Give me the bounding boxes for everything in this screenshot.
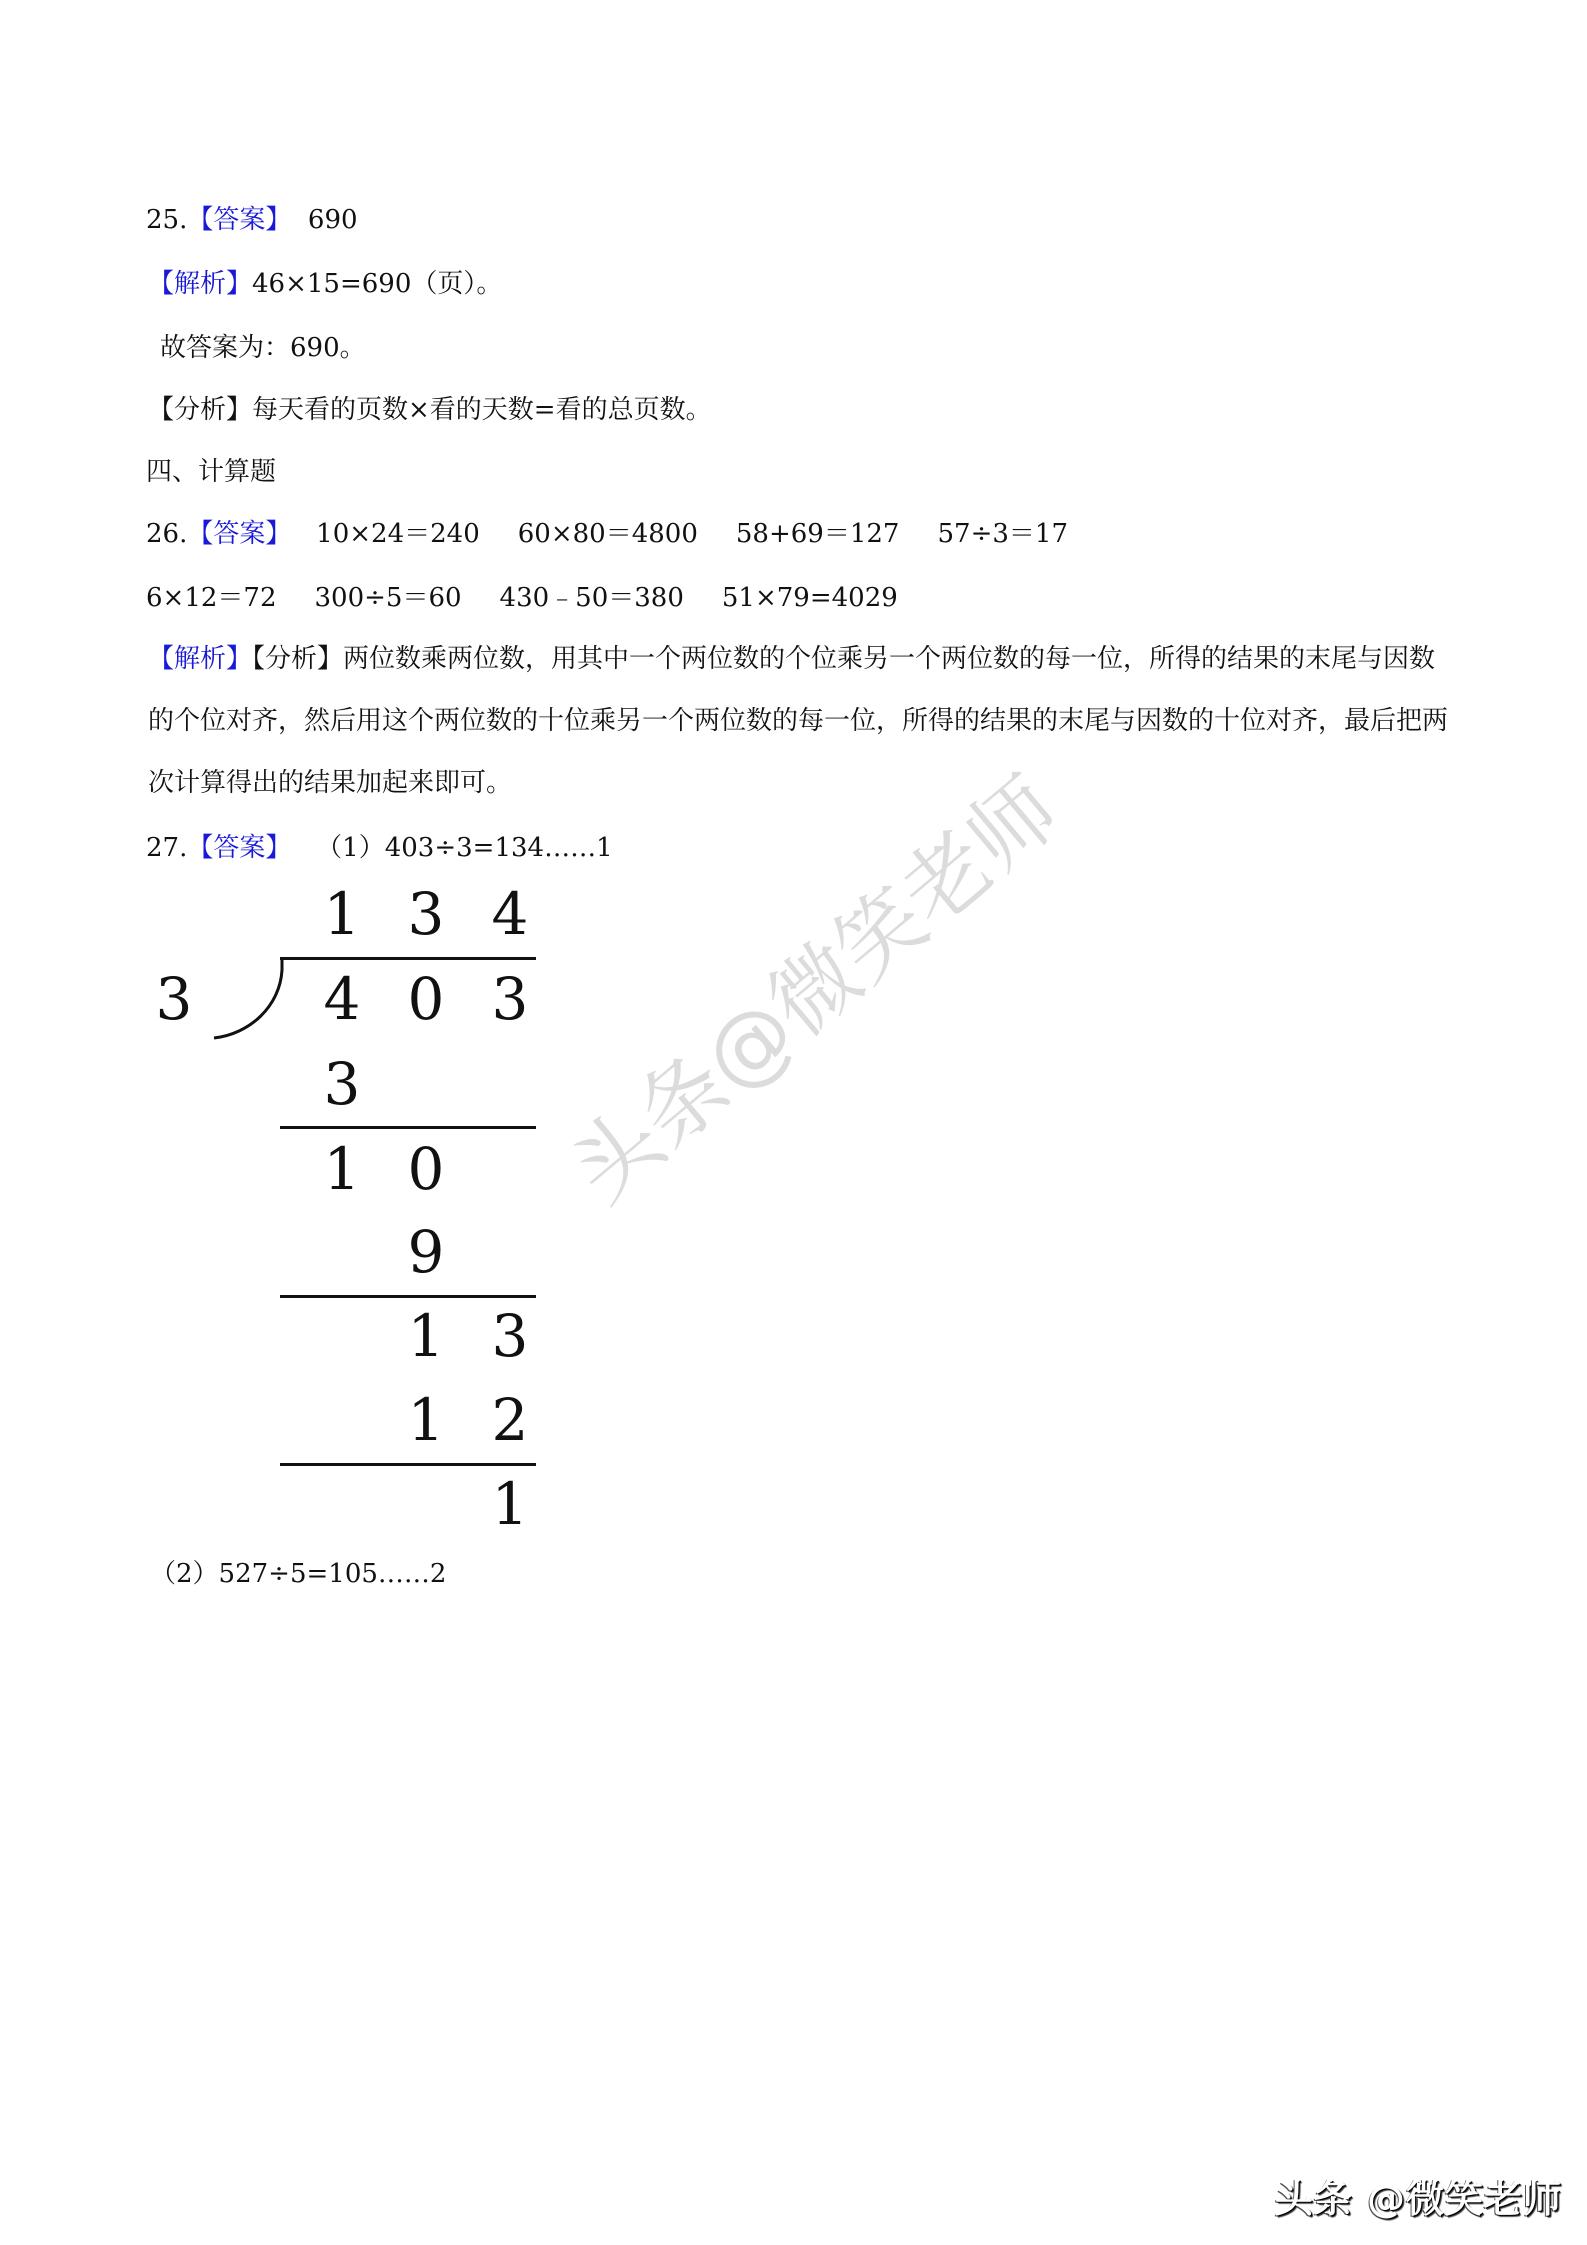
equation: 300÷5＝60 bbox=[314, 583, 462, 613]
equation: 10×24＝240 bbox=[316, 519, 480, 549]
divisor: 3 bbox=[155, 965, 193, 1033]
equation: 51×79=4029 bbox=[721, 583, 898, 613]
q26-number: 26. bbox=[146, 519, 188, 549]
q25-analysis-line bbox=[148, 268, 502, 300]
equation: 57÷3＝17 bbox=[937, 519, 1068, 549]
quotient-digit: 1 bbox=[323, 880, 361, 948]
q27-part2: （2）527÷5=105……2 bbox=[150, 1559, 447, 1589]
watermark-text: 头条@微笑老师 bbox=[552, 758, 1079, 1222]
q25-answer-line bbox=[146, 204, 358, 236]
dividend-digit: 0 bbox=[407, 965, 445, 1033]
subtraction-line bbox=[280, 1463, 536, 1466]
dividend-digit: 3 bbox=[491, 965, 529, 1033]
q25-number: 25. bbox=[146, 205, 188, 235]
q27-part1: （1）403÷3=134……1 bbox=[316, 833, 613, 863]
subtrahend-digit: 2 bbox=[491, 1386, 529, 1454]
analysis-tag: 【解析】 bbox=[148, 644, 253, 674]
q25-conclusion: 故答案为：690。 bbox=[160, 333, 366, 363]
equation: 60×80＝4800 bbox=[517, 519, 698, 549]
equation: 430﹣50＝380 bbox=[499, 583, 684, 613]
q25-analysis: 46×15=690（页）。 bbox=[252, 269, 503, 299]
remainder-digit: 0 bbox=[407, 1135, 445, 1203]
remainder-digit: 1 bbox=[323, 1135, 361, 1203]
equation: 6×12＝72 bbox=[146, 583, 277, 613]
q25-note: 每天看的页数×看的天数=看的总页数。 bbox=[252, 395, 712, 425]
division-bracket-icon bbox=[210, 956, 286, 1040]
footer-watermark: 头条 @微笑老师 bbox=[1274, 2177, 1562, 2221]
equation: 58+69＝127 bbox=[735, 519, 900, 549]
q26-row2 bbox=[146, 582, 936, 614]
subtraction-line bbox=[280, 1295, 536, 1298]
subtrahend-digit: 9 bbox=[407, 1218, 445, 1286]
subtrahend-digit: 1 bbox=[407, 1386, 445, 1454]
analysis-tag: 【解析】 bbox=[148, 269, 253, 299]
q27-answer-line bbox=[146, 832, 613, 864]
section-title: 四、计算题 bbox=[146, 457, 277, 487]
answer-tag: 【答案】 bbox=[187, 205, 292, 235]
q26-analysis: 两位数乘两位数，用其中一个两位数的个位乘另一个两位数的每一位，所得的结果的末尾与因数的个位对齐，然后用这个两位数的十位乘另一个两位数的每一位，所得的结果的末尾与因数的十位对齐，最后把两次计算得出的结果加起来即可。 bbox=[148, 644, 1449, 798]
answer-tag: 【答案】 bbox=[187, 519, 292, 549]
subtrahend-digit: 3 bbox=[323, 1050, 361, 1118]
note-tag: 【分析】 bbox=[252, 644, 344, 674]
q27-number: 27. bbox=[146, 833, 188, 863]
division-bar bbox=[280, 957, 536, 960]
note-tag: 【分析】 bbox=[148, 395, 253, 425]
q25-answer: 690 bbox=[307, 205, 358, 235]
quotient-digit: 3 bbox=[407, 880, 445, 948]
dividend-digit: 4 bbox=[323, 965, 361, 1033]
subtraction-line bbox=[280, 1126, 536, 1129]
remainder-digit: 1 bbox=[407, 1302, 445, 1370]
q26-answer-line bbox=[146, 518, 1106, 550]
remainder-digit: 3 bbox=[491, 1302, 529, 1370]
quotient-digit: 4 bbox=[491, 880, 529, 948]
final-remainder-digit: 1 bbox=[491, 1470, 529, 1538]
answer-tag: 【答案】 bbox=[187, 833, 292, 863]
q25-note-line bbox=[148, 394, 712, 426]
q26-analysis-paragraph bbox=[148, 628, 1458, 814]
